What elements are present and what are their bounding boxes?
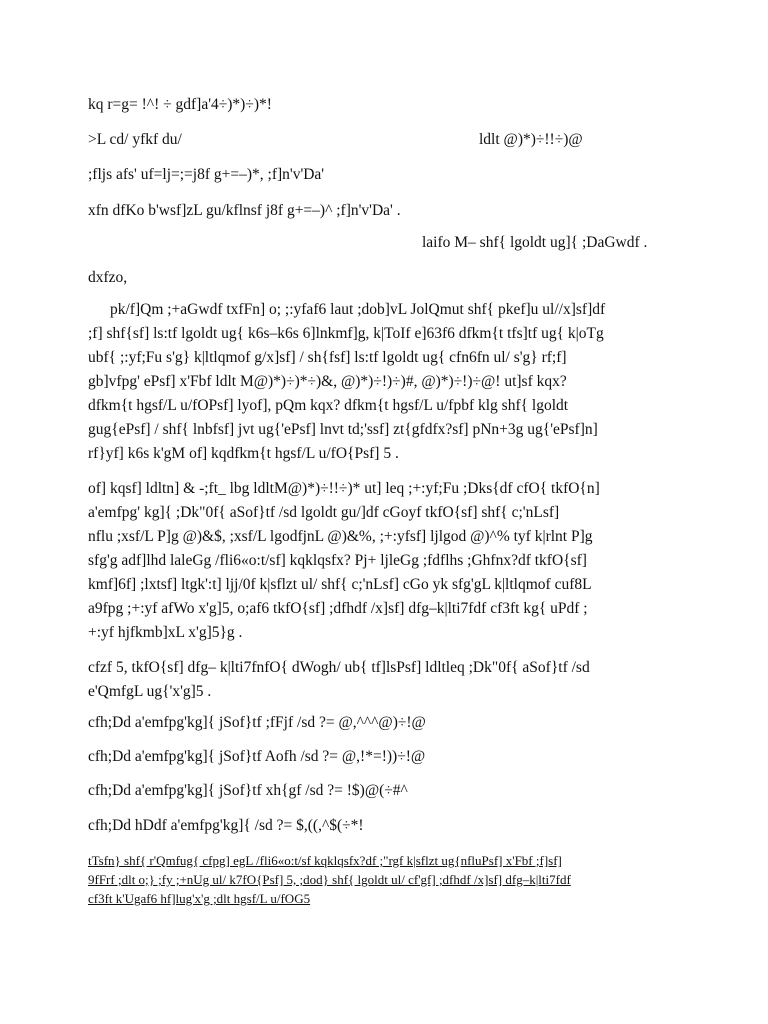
paragraph-line: +:yf hjfkmb]xL x'g]5}g . — [88, 624, 243, 641]
paragraph-line: a9fpg ;+:yf afWo x'g]5, o;af6 tkfO{sf] ;dfhdf /x]sf] dfg–k|lti7fdf cf3ft kg{ uPdf ; — [88, 600, 588, 617]
paragraph-line: rf}yf] k6s k'gM of] kqdfkm{t hgsf/L u/fO{Psf] 5 . — [88, 445, 399, 462]
body-paragraph-2 — [88, 477, 688, 645]
body-paragraph-3 — [88, 656, 688, 704]
due-interest: cfh;Dd a'emfpg'kg]{ jSof}tf Aofh /sd ?= @,!*=!))÷!@ — [88, 748, 426, 765]
footnote — [88, 851, 688, 908]
paragraph-line: of] kqsf] ldltn] & -;ft_ lbg ldltM@)*)÷!!÷)* ut] leq ;+:yf;Fu ;Dks{df cfO{ tkfO{n] — [88, 480, 600, 497]
recipient-address-2: xfn dfKo b'wsf]zL gu/kflnsf j8f g+=–)^ ;f]n'v'Da' . — [88, 202, 401, 219]
footnote-line: 9fFrf ;dlt o;} ;fy ;+nUg ul/ k7fO{Psf] 5, ;dod} shf{ lgoldt ul/ cf'gf] ;dfhdf /x]sf] dfg–k|lti7fdf — [88, 872, 571, 887]
paragraph-line: nflu ;xsf/L P]g @)&$, ;xsf/L lgodfjnL @)&%, ;+:yfsf] ljlgod @)^% tyf k|rlnt P]g — [88, 528, 593, 545]
due-penalty: cfh;Dd a'emfpg'kg]{ jSof}tf xh{gf /sd ?= !$)@(÷#^ — [88, 782, 408, 799]
letter-date: ldlt @)*)÷!!÷)@ — [479, 131, 583, 148]
paragraph-line: sfg'g adf]lhd laleGg /fli6«o:t/sf] kqklqsfx? Pj+ ljleGg ;fdflhs ;Ghfnx?df tkfO{sf] — [88, 552, 587, 569]
paragraph-line: dfkm{t hgsf/L u/fOPsf] lyof], pQm kqx? dfkm{t hgsf/L u/fpbf klg shf{ lgoldt — [88, 397, 569, 414]
due-principal: cfh;Dd a'emfpg'kg]{ jSof}tf ;fFjf /sd ?= @,^^^@)÷!@ — [88, 714, 426, 731]
footnote-line: cf3ft k'Ugaf6 hf]lug'x'g ;dlt hgsf/L u/fOG5 — [88, 891, 311, 906]
paragraph-line: pk/f]Qm ;+aGwdf txfFn] o; ;:yfaf6 laut ;dob]vL JolQmut shf{ pkef]u ul//x]sf]df — [110, 301, 606, 318]
paragraph-line: ubf{ ;:yf;Fu s'g} k|ltlqmof g/x]sf] / sh{fsf] ls:tf lgoldt ug{ cfn6fn ul/ s'g} rf;f] — [88, 349, 567, 366]
paragraph-line: gb]vfpg' ePsf] x'Fbf ldlt M@)*)÷)*÷)&, @)*)÷!)÷)#, @)*)÷!)÷@! ut]sf kqx? — [88, 373, 567, 390]
letter-subject: laifo M– shf{ lgoldt ug]{ ;DaGwdf . — [422, 234, 648, 251]
body-paragraph-1 — [88, 298, 688, 466]
footnote-line: tTsfn} shf{ r'Qmfug{ cfpg] egL /fli6«o:t/sf kqklqsfx?df ;"rgf k|sflzt ug{nfluPsf] x'Fbf ;f]sf] — [88, 853, 562, 868]
recipient-line: >L cd/ yfkf du/ — [88, 131, 182, 148]
salutation: dxfzo, — [88, 269, 128, 286]
due-total: cfh;Dd hDdf a'emfpg'kg]{ /sd ?= $,((,^$(÷*! — [88, 817, 364, 834]
reference-number: kq r=g= !^! ÷ gdf]a'4÷)*)÷)*! — [88, 96, 272, 113]
paragraph-line: a'emfpg' kg]{ ;Dk"0f{ aSof}tf /sd lgoldt gu/]df cGoyf tkfO{sf] shf{ c;'nLsf] — [88, 504, 560, 521]
paragraph-line: ;f] shf{sf] ls:tf lgoldt ug{ k6s–k6s 6]lnkmf]g, k|ToIf e]63f6 dfkm{t tfs]tf ug{ k|oTg — [88, 325, 604, 342]
paragraph-line: cfzf 5, tkfO{sf] dfg– k|lti7fnfO{ dWogh/ ub{ tf]lsPsf] ldltleq ;Dk"0f{ aSof}tf /sd — [88, 659, 590, 676]
paragraph-line: e'QmfgL ug{'x'g]5 . — [88, 683, 212, 700]
paragraph-line: gug{ePsf] / shf{ lnbfsf] jvt ug{'ePsf] lnvt td;'ssf] zt{gfdfx?sf] pNn+3g ug{'ePsf]n] — [88, 421, 598, 438]
recipient-address-1: ;fljs afs' uf=lj=;=j8f g+=–)*, ;f]n'v'Da' — [88, 166, 325, 183]
paragraph-line: kmf]6f] ;lxtsf] ltgk':t] ljj/0f k|sflzt ul/ shf{ c;'nLsf] cGo yk sfg'gL k|ltlqmof cuf8L — [88, 576, 592, 593]
